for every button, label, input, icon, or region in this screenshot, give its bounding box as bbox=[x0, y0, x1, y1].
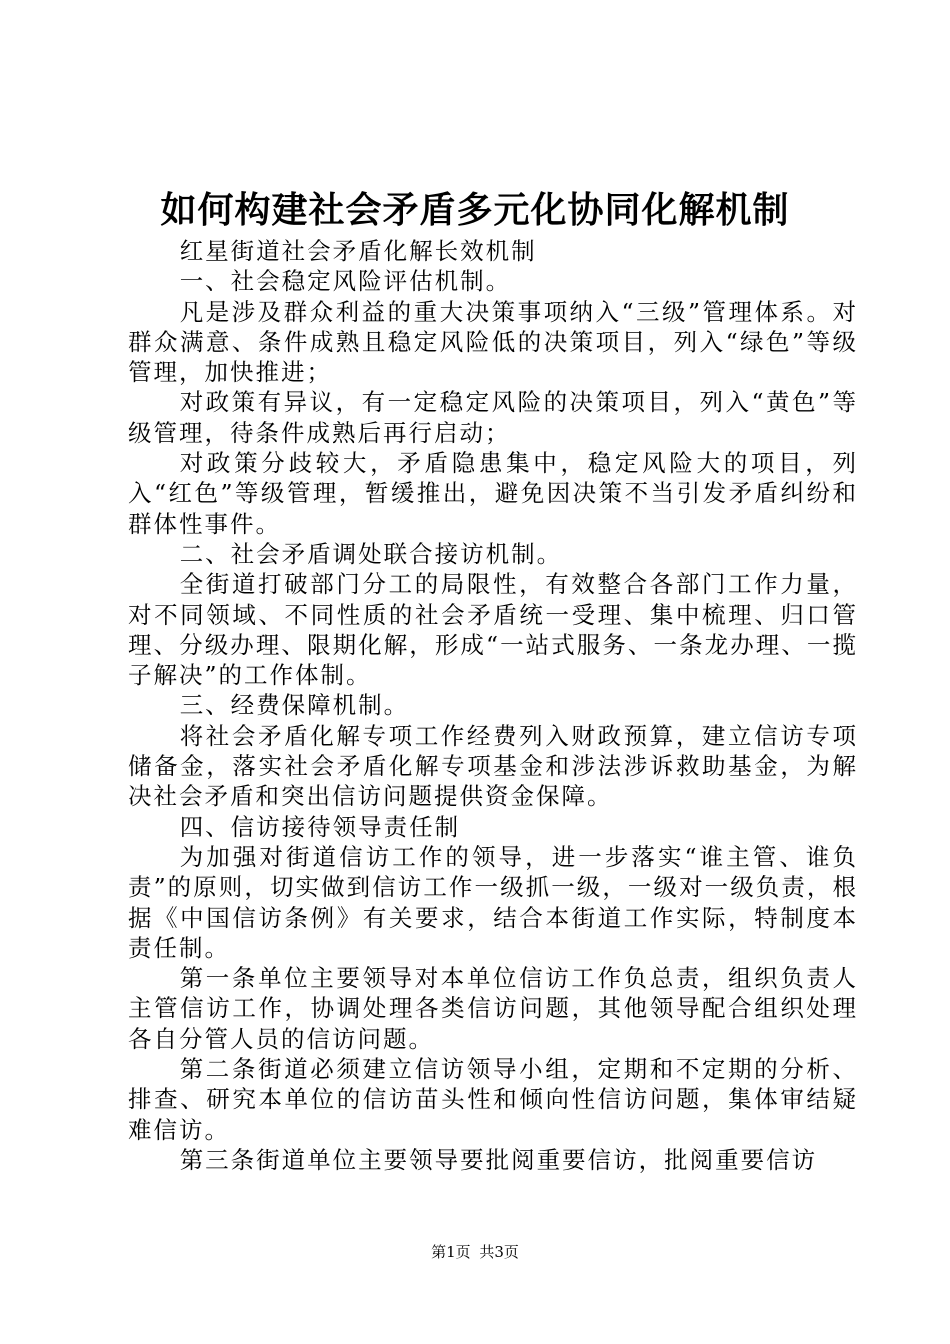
page-number: 第1页 bbox=[431, 1243, 471, 1261]
paragraph-subtitle: 红星街道社会矛盾化解长效机制 bbox=[179, 237, 537, 265]
paragraph: 对政策有异议，有一定稳定风险的决策项目，列入“黄色”等级管理，待条件成熟后再行启动； bbox=[128, 388, 858, 447]
paragraph-article-1: 第一条单位主要领导对本单位信访工作负总责，组织负责人主管信访工作，协调处理各类信访问题，其他领导配合组织处理各自分管人员的信访问题。 bbox=[128, 964, 858, 1053]
paragraph-section-4-heading: 四、信访接待领导责任制 bbox=[179, 812, 461, 841]
paragraph-article-2: 第二条街道必须建立信访领导小组，定期和不定期的分析、排查、研究本单位的信访苗头性和倾向性信访问题，集体审结疑难信访。 bbox=[128, 1055, 858, 1144]
paragraph: 将社会矛盾化解专项工作经费列入财政预算，建立信访专项储备金，落实社会矛盾化解专项基金和涉法涉诉救助基金，为解决社会矛盾和突出信访问题提供资金保障。 bbox=[128, 721, 858, 811]
paragraph-section-2-heading: 二、社会矛盾调处联合接访机制。 bbox=[179, 539, 563, 568]
paragraph: 凡是涉及群众利益的重大决策事项纳入“三级”管理体系。对群众满意、条件成熟且稳定风险低的决策项目，列入“绿色”等级管理，加快推进； bbox=[128, 297, 858, 387]
paragraph-section-1-heading: 一、社会稳定风险评估机制。 bbox=[179, 267, 512, 296]
paragraph: 为加强对街道信访工作的领导，进一步落实“谁主管、谁负责”的原则，切实做到信访工作一级抓一级，一级对一级负责，根据《中国信访条例》有关要求，结合本街道工作实际，特制度本责任制。 bbox=[128, 842, 858, 962]
paragraph: 全街道打破部门分工的局限性，有效整合各部门工作力量，对不同领域、不同性质的社会矛盾统一受理、集中梳理、归口管理、分级办理、限期化解，形成“一站式服务、一条龙办理、一揽子解决”的工作体制。 bbox=[128, 570, 858, 690]
document-body bbox=[128, 236, 858, 1175]
page-footer bbox=[0, 1240, 950, 1264]
page-total: 共3页 bbox=[479, 1243, 519, 1261]
paragraph-section-3-heading: 三、经费保障机制。 bbox=[179, 691, 410, 720]
paragraph: 对政策分歧较大，矛盾隐患集中，稳定风险大的项目，列入“红色”等级管理，暂缓推出，避免因决策不当引发矛盾纠纷和群体性事件。 bbox=[128, 449, 858, 538]
paragraph-article-3: 第三条街道单位主要领导要批阅重要信访，批阅重要信访 bbox=[179, 1145, 818, 1174]
document-title: 如何构建社会矛盾多元化协同化解机制 bbox=[160, 189, 790, 231]
